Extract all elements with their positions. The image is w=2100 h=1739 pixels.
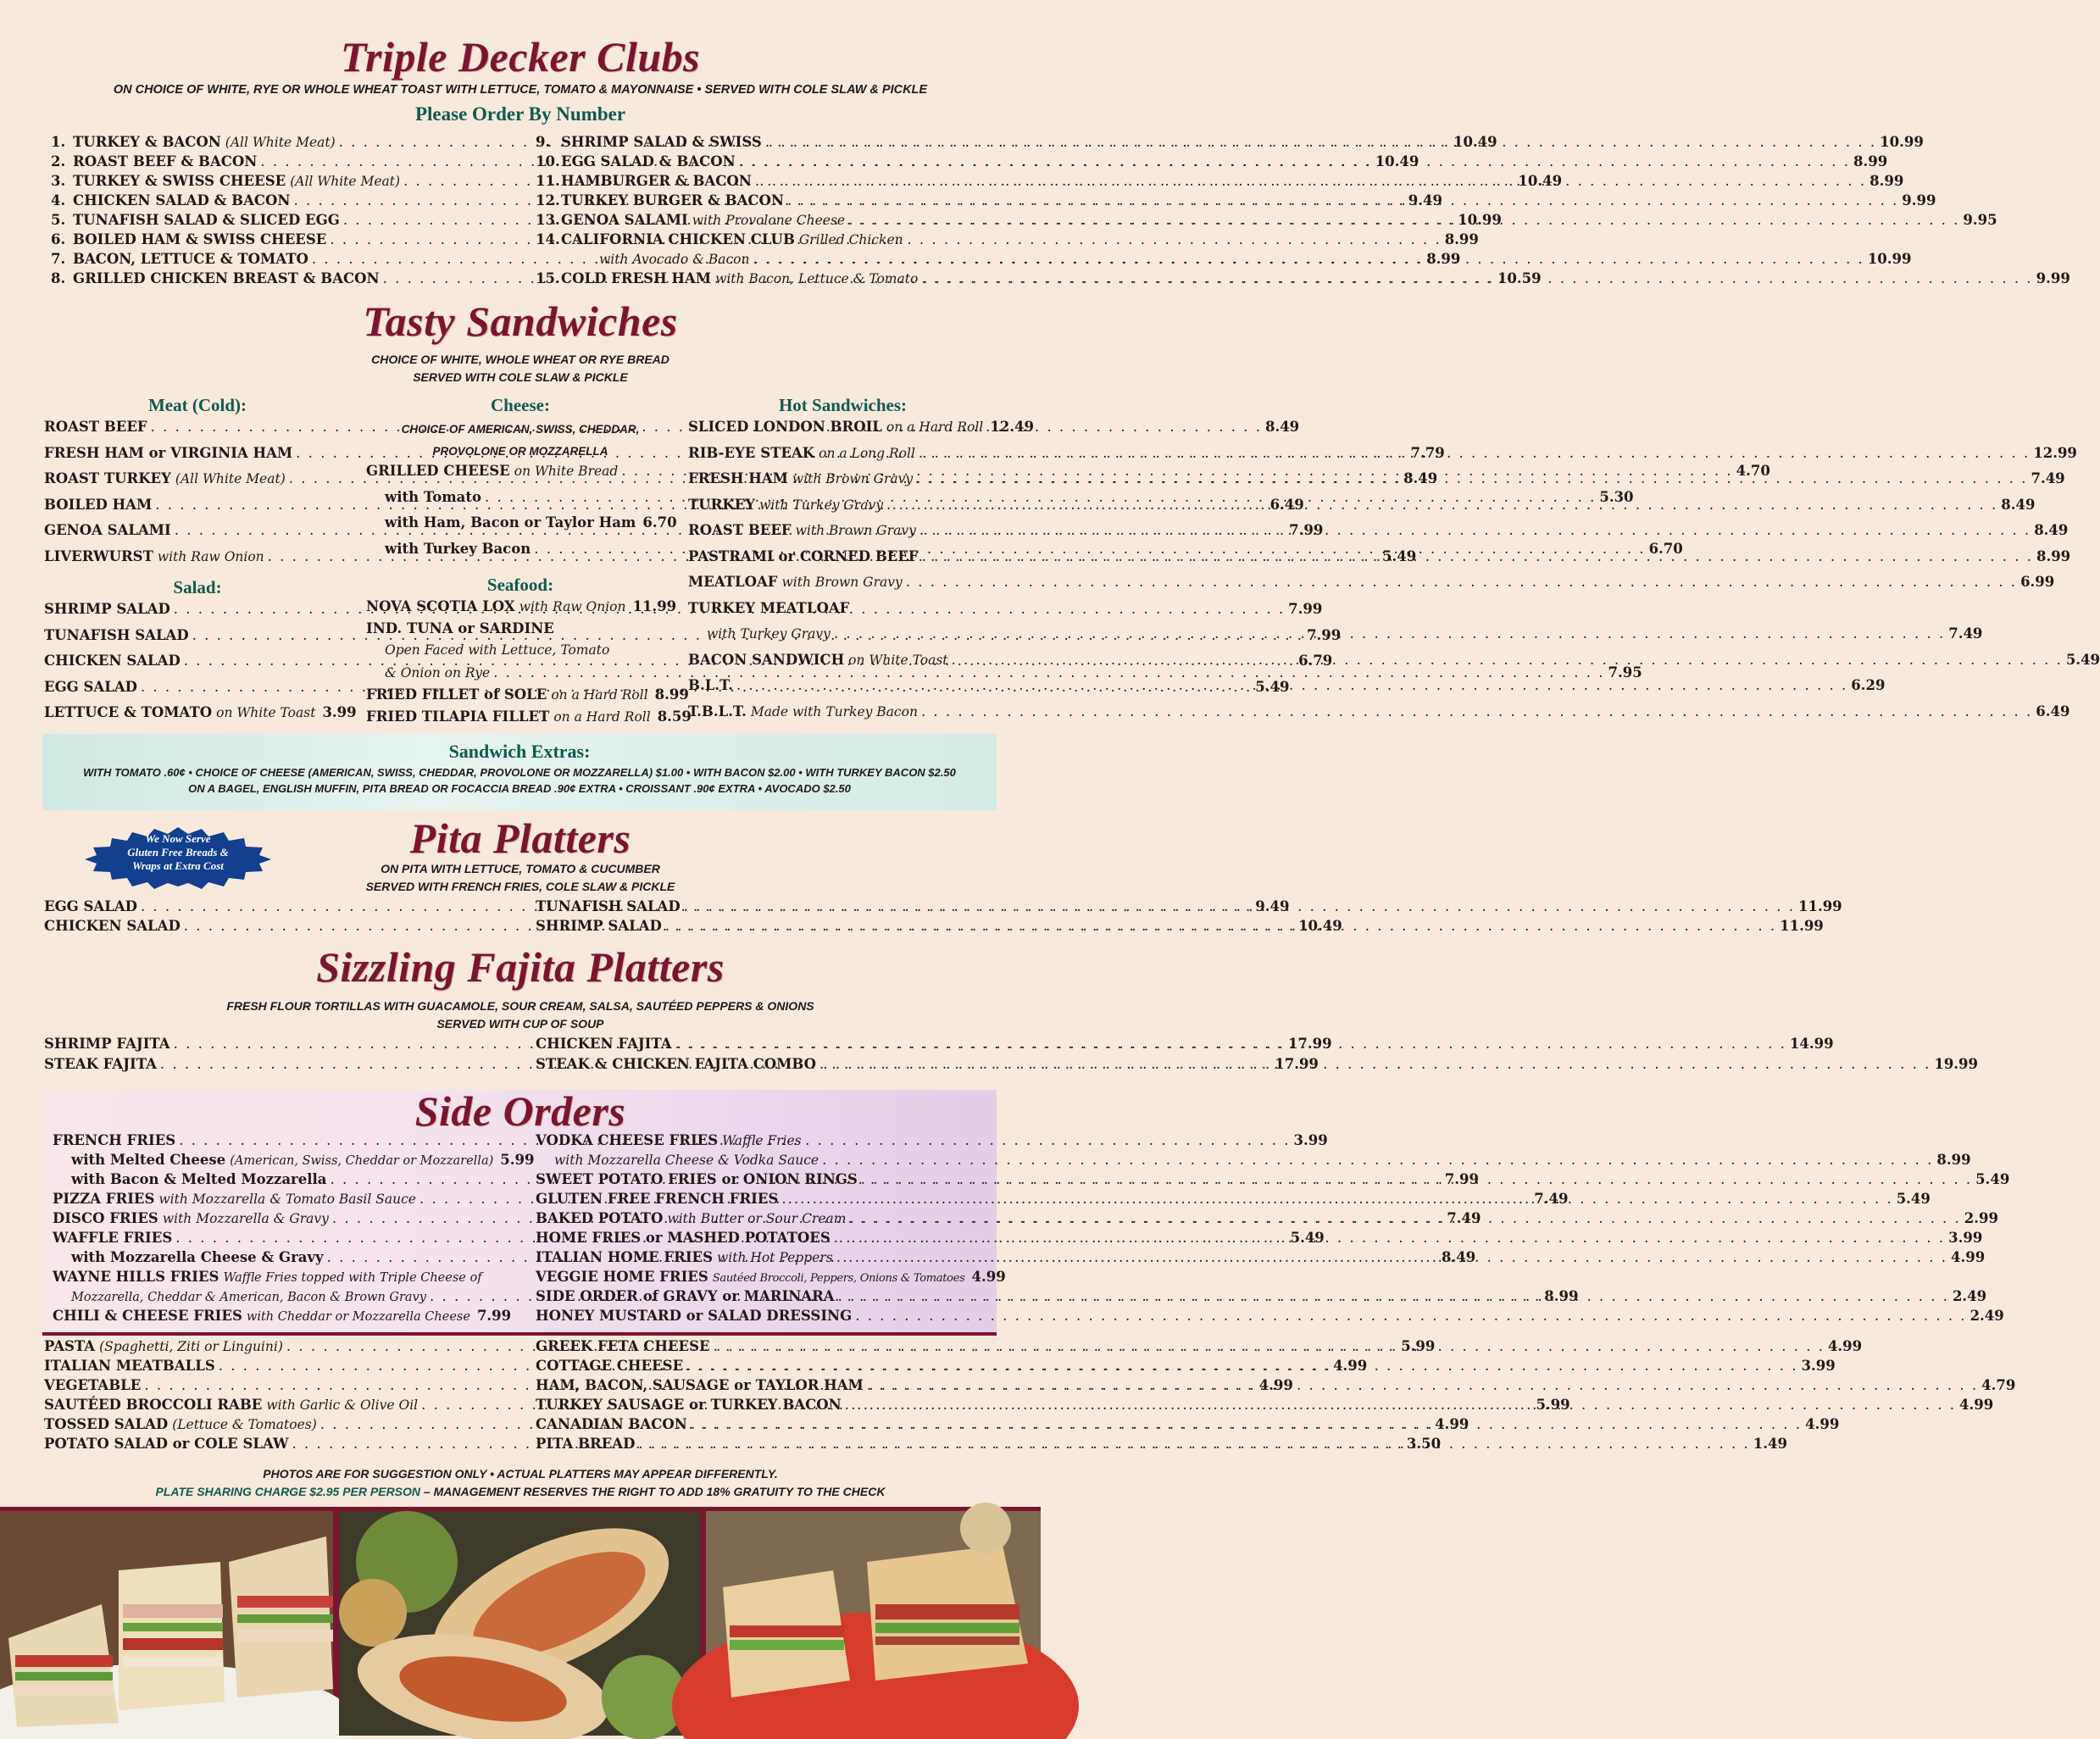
seafood-heading: Seafood: xyxy=(486,575,554,595)
club-sandwich-photo xyxy=(0,1511,333,1736)
fajita-subtitle-2: SERVED WITH CUP OF SOUP xyxy=(436,1017,604,1031)
list-item[interactable]: IND. TUNA or SARDINE xyxy=(366,620,554,636)
badge-line-1: We Now Serve xyxy=(145,832,211,845)
photo-strip xyxy=(0,1507,1041,1736)
extras-line-1: WITH TOMATO .60¢ • CHOICE OF CHEESE (AMERICAN, SWISS, CHEDDAR, PROVOLONE OR MOZZARELLA) $1.00 • WITH BACON $2.00 • WITH TURKEY BACON $2.50 xyxy=(83,766,956,779)
list-item[interactable]: LETTUCE & TOMATO on White Toast 3.99 xyxy=(44,704,357,720)
list-item[interactable]: ROAST BEEF with Brown Gravy . . . 8.49 xyxy=(688,522,997,548)
list-item-continued: & Onion on Rye . . . 7.95 xyxy=(366,664,675,686)
extras-box xyxy=(42,734,997,810)
list-item[interactable]: 5. TUNAFISH SALAD & SLICED EGG . . . 10.99 xyxy=(51,212,503,231)
cheese-note-1: CHOICE OF AMERICAN, SWISS, CHEDDAR, xyxy=(401,423,640,436)
list-item[interactable]: 2. ROAST BEEF & BACON . . . 10.49 xyxy=(51,153,503,173)
list-item[interactable]: EGG SALAD . . . 9.49 xyxy=(44,898,505,918)
sharing-charge: PLATE SHARING CHARGE $2.95 PER PERSON xyxy=(155,1485,421,1498)
fajita-title: Sizzling Fajita Platters xyxy=(316,943,725,991)
hot-heading: Hot Sandwiches: xyxy=(778,395,908,415)
list-item[interactable]: 8. GRILLED CHICKEN BREAST & BACON . . . 10.59 xyxy=(51,270,503,290)
list-item[interactable]: TURKEY SAUSAGE or TURKEY BACON . . . 4.99 xyxy=(536,1397,997,1416)
clubs-title: Triple Decker Clubs xyxy=(340,33,701,81)
list-item[interactable]: CHICKEN FAJITA . . . 14.99 xyxy=(536,1036,997,1056)
list-item[interactable]: TUNAFISH SALAD . . . 11.99 xyxy=(536,898,997,918)
wrap-photo xyxy=(339,1511,700,1736)
list-item[interactable]: BOILED HAM . . . 6.49 xyxy=(44,497,351,523)
list-item[interactable]: BACON SANDWICH on White Toast . . . 5.49 xyxy=(688,652,997,678)
list-item[interactable]: GLUTEN FREE FRENCH FRIES . . . 5.49 xyxy=(536,1191,989,1210)
list-item-continued: with Turkey Gravy . . . 7.49 xyxy=(688,625,997,652)
sharing-note xyxy=(0,1485,1041,1498)
pita-subtitle-2: SERVED WITH FRENCH FRIES, COLE SLAW & PICKLE xyxy=(365,880,675,893)
cheese-note-2: PROVOLONE OR MOZZARELLA xyxy=(432,445,608,458)
list-item[interactable]: T.B.L.T. Made with Turkey Bacon . . . 6.49 xyxy=(688,703,997,730)
clubs-subtitle: ON CHOICE OF WHITE, RYE OR WHOLE WHEAT TOAST WITH LETTUCE, TOMATO & MAYONNAISE • SERVED WITH COLE SLAW & PICKLE xyxy=(113,83,928,97)
divider xyxy=(42,1332,997,1336)
list-item-continued: with Mozzarella Cheese & Vodka Sauce . . . 8.99 xyxy=(536,1152,989,1171)
sandwiches-subtitle-1: CHOICE OF WHITE, WHOLE WHEAT OR RYE BREAD xyxy=(371,353,669,366)
list-item[interactable]: FRENCH FRIES . . . 3.99 xyxy=(53,1132,505,1152)
list-item[interactable]: with Tomato . . . 5.30 xyxy=(366,489,675,515)
list-item[interactable]: HONEY MUSTARD or SALAD DRESSING . . . 2.49 xyxy=(536,1308,989,1327)
list-item[interactable]: SHRIMP FAJITA . . . 17.99 xyxy=(44,1036,505,1056)
list-item[interactable]: 12. TURKEY BURGER & BACON . . . 9.99 xyxy=(536,192,997,212)
extras-line-2: ON A BAGEL, ENGLISH MUFFIN, PITA BREAD OR FOCACCIA BREAD .90¢ EXTRA • CROISSANT .90¢ EXTRA • AVOCADO $2.50 xyxy=(188,782,851,795)
list-item[interactable]: 11. HAMBURGER & BACON . . . 8.99 xyxy=(536,173,997,192)
list-item[interactable]: SAUTÉED BROCCOLI RABE with Garlic & Olive Oil . . . 5.99 xyxy=(44,1397,505,1416)
salad-heading: Salad: xyxy=(173,577,222,597)
blt-photo xyxy=(706,1511,1041,1736)
list-item[interactable]: FRESH HAM or VIRGINIA HAM . . . 7.79 xyxy=(44,445,351,471)
list-item[interactable]: PITA BREAD . . . 1.49 xyxy=(536,1436,997,1455)
list-item[interactable]: VODKA CHEESE FRIES Waffle Fries xyxy=(536,1132,802,1148)
list-item[interactable]: POTATO SALAD or COLE SLAW . . . 3.50 xyxy=(44,1436,505,1455)
list-item-continued: Mozzarella, Cheddar & American, Bacon & Brown Gravy . . . 8.99 xyxy=(53,1288,505,1308)
fajita-subtitle-1: FRESH FLOUR TORTILLAS WITH GUACAMOLE, SOUR CREAM, SALSA, SAUTÉED PEPPERS & ONIONS xyxy=(226,999,814,1013)
list-item[interactable]: BAKED POTATO with Butter or Sour Cream . . . 2.99 xyxy=(536,1210,989,1230)
list-item-continued: with Avocado & Bacon . . . 10.99 xyxy=(536,251,997,270)
list-item[interactable]: SWEET POTATO FRIES or ONION RINGS . . . 5.49 xyxy=(536,1171,989,1191)
list-item[interactable]: 9. SHRIMP SALAD & SWISS . . . 10.99 xyxy=(536,134,997,153)
list-item[interactable]: ITALIAN HOME FRIES with Hot Peppers . . . 4.99 xyxy=(536,1249,989,1269)
list-item[interactable]: with Ham, Bacon or Taylor Ham 6.70 xyxy=(385,514,677,531)
list-item[interactable]: SHRIMP SALAD . . . 11.99 xyxy=(536,918,997,937)
order-note: Please Order By Number xyxy=(414,103,626,125)
list-item[interactable]: 6. BOILED HAM & SWISS CHEESE . . . 8.99 xyxy=(51,231,503,251)
list-item[interactable]: VEGETABLE . . . 4.99 xyxy=(44,1377,505,1397)
photo-disclaimer: PHOTOS ARE FOR SUGGESTION ONLY • ACTUAL PLATTERS MAY APPEAR DIFFERENTLY. xyxy=(263,1467,778,1481)
list-item[interactable]: CHILI & CHEESE FRIES with Cheddar or Mozzarella Cheese 7.99 xyxy=(53,1308,512,1324)
list-item[interactable]: 4. CHICKEN SALAD & BACON . . . 9.49 xyxy=(51,192,503,212)
list-item[interactable]: GENOA SALAMI . . . 7.99 xyxy=(44,522,351,548)
badge-line-3: Wraps at Extra Cost xyxy=(132,859,224,872)
list-item[interactable]: TUNAFISH SALAD . . . 7.99 xyxy=(44,627,351,653)
list-item[interactable]: 10. EGG SALAD & BACON . . . 8.99 xyxy=(536,153,997,173)
list-item[interactable]: B.L.T. . . . 6.29 xyxy=(688,677,997,703)
sandwiches-subtitle-2: SERVED WITH COLE SLAW & PICKLE xyxy=(413,370,628,384)
list-item[interactable]: HAM, BACON, SAUSAGE or TAYLOR HAM . . . 4.79 xyxy=(536,1377,997,1397)
pita-title: Pita Platters xyxy=(409,814,631,862)
list-item[interactable]: WAYNE HILLS FRIES Waffle Fries topped with Triple Cheese of xyxy=(53,1269,482,1285)
list-item[interactable]: CHICKEN SALAD . . . 10.49 xyxy=(44,918,505,937)
list-item[interactable]: WAFFLE FRIES . . . 5.49 xyxy=(53,1230,505,1249)
list-item[interactable]: FRIED TILAPIA FILLET on a Hard Roll 8.59 xyxy=(366,708,692,725)
list-item[interactable]: with Bacon & Melted Mozzarella . . . 7.99 xyxy=(53,1171,505,1191)
list-item[interactable]: PASTRAMI or CORNED BEEF . . . 8.99 xyxy=(688,548,997,575)
list-item[interactable]: ROAST BEEF . . . 8.49 xyxy=(44,419,351,445)
list-item[interactable]: PIZZA FRIES with Mozzarella & Tomato Basil Sauce . . . 7.49 xyxy=(53,1191,505,1210)
list-item[interactable]: 13. GENOA SALAMI with Provolone Cheese . . . 9.95 xyxy=(536,212,997,231)
badge-line-2: Gluten Free Breads & xyxy=(127,846,229,858)
cheese-heading: Cheese: xyxy=(491,395,550,415)
list-item[interactable]: HOME FRIES or MASHED POTATOES . . . 3.99 xyxy=(536,1230,989,1249)
list-item[interactable]: CANADIAN BACON . . . 4.99 xyxy=(536,1416,997,1436)
list-item[interactable]: 7. BACON, LETTUCE & TOMATO . . . 8.99 xyxy=(51,251,503,270)
list-item[interactable]: FRESH HAM with Brown Gravy . . . 7.49 xyxy=(688,470,997,497)
list-item[interactable]: with Melted Cheese (American, Swiss, Cheddar or Mozzarella) 5.99 xyxy=(71,1152,535,1168)
list-item[interactable]: 14. CALIFORNIA CHICKEN CLUB Grilled Chicken xyxy=(536,231,903,247)
list-item-continued: Open Faced with Lettuce, Tomato xyxy=(385,642,610,658)
list-item[interactable]: TOSSED SALAD (Lettuce & Tomatoes) . . . 4.99 xyxy=(44,1416,505,1436)
list-item[interactable]: COTTAGE CHEESE . . . 3.99 xyxy=(536,1358,997,1377)
list-item[interactable]: EGG SALAD . . . 5.49 xyxy=(44,679,351,705)
list-item[interactable]: DISCO FRIES with Mozzarella & Gravy . . . 7.49 xyxy=(53,1210,505,1230)
list-item[interactable]: RIB-EYE STEAK on a Long Roll . . . 12.99 xyxy=(688,445,997,471)
sides-title: Side Orders xyxy=(414,1087,626,1135)
list-item[interactable]: FRIED FILLET of SOLE on a Hard Roll 8.99 xyxy=(366,686,689,703)
list-item[interactable]: STEAK FAJITA . . . 17.99 xyxy=(44,1056,505,1076)
list-item[interactable]: SIDE ORDER of GRAVY or MARINARA . . . 2.49 xyxy=(536,1288,989,1308)
list-item[interactable]: with Mozzarella Cheese & Gravy . . . 8.49 xyxy=(53,1249,505,1269)
list-item[interactable]: with Turkey Bacon . . . 6.70 xyxy=(366,541,675,567)
list-item[interactable]: GRILLED CHEESE on White Bread . . . 4.70 xyxy=(366,463,675,489)
list-item[interactable]: ROAST TURKEY (All White Meat) . . . 8.49 xyxy=(44,470,351,497)
list-item[interactable]: PASTA (Spaghetti, Ziti or Linguini) . . . 5.99 xyxy=(44,1338,505,1358)
list-item[interactable]: LIVERWURST with Raw Onion . . . 5.49 xyxy=(44,548,351,575)
list-item[interactable]: ITALIAN MEATBALLS . . . 4.99 xyxy=(44,1358,505,1377)
meat-heading: Meat (Cold): xyxy=(147,395,247,415)
list-item[interactable]: STEAK & CHICKEN FAJITA COMBO . . . 19.99 xyxy=(536,1056,997,1076)
sandwiches-title: Tasty Sandwiches xyxy=(363,297,678,345)
list-item[interactable]: TURKEY MEATLOAF xyxy=(688,599,850,616)
list-item[interactable]: 1. TURKEY & BACON (All White Meat) . . . 10.49 xyxy=(51,134,503,153)
list-item[interactable]: GREEK FETA CHEESE . . . 4.99 xyxy=(536,1338,997,1358)
pita-subtitle-1: ON PITA WITH LETTUCE, TOMATO & CUCUMBER xyxy=(381,862,660,875)
list-item[interactable]: 3. TURKEY & SWISS CHEESE (All White Meat) . . . 10.49 xyxy=(51,173,503,192)
gratuity-note: – MANAGEMENT RESERVES THE RIGHT TO ADD 18% GRATUITY TO THE CHECK xyxy=(420,1485,886,1498)
list-item[interactable]: SHRIMP SALAD . . . 7.99 xyxy=(44,601,351,627)
list-item[interactable]: TURKEY with Turkey Gravy . . . 8.49 xyxy=(688,497,997,523)
list-item[interactable]: 15. COLD FRESH HAM with Bacon, Lettuce & Tomato . . . 9.99 xyxy=(536,270,997,290)
list-item[interactable]: VEGGIE HOME FRIES Sautéed Broccoli, Peppers, Onions & Tomatoes 4.99 xyxy=(536,1269,1006,1285)
list-item[interactable]: MEATLOAF with Brown Gravy . . . 6.99 xyxy=(688,574,997,600)
extras-title: Sandwich Extras: xyxy=(448,741,591,762)
list-item[interactable]: CHICKEN SALAD . . . 6.79 xyxy=(44,653,351,679)
list-item[interactable]: NOVA SCOTIA LOX with Raw Onion 11.99 xyxy=(366,598,677,614)
list-item[interactable]: SLICED LONDON BROIL on a Hard Roll 12.49 xyxy=(688,419,1034,435)
